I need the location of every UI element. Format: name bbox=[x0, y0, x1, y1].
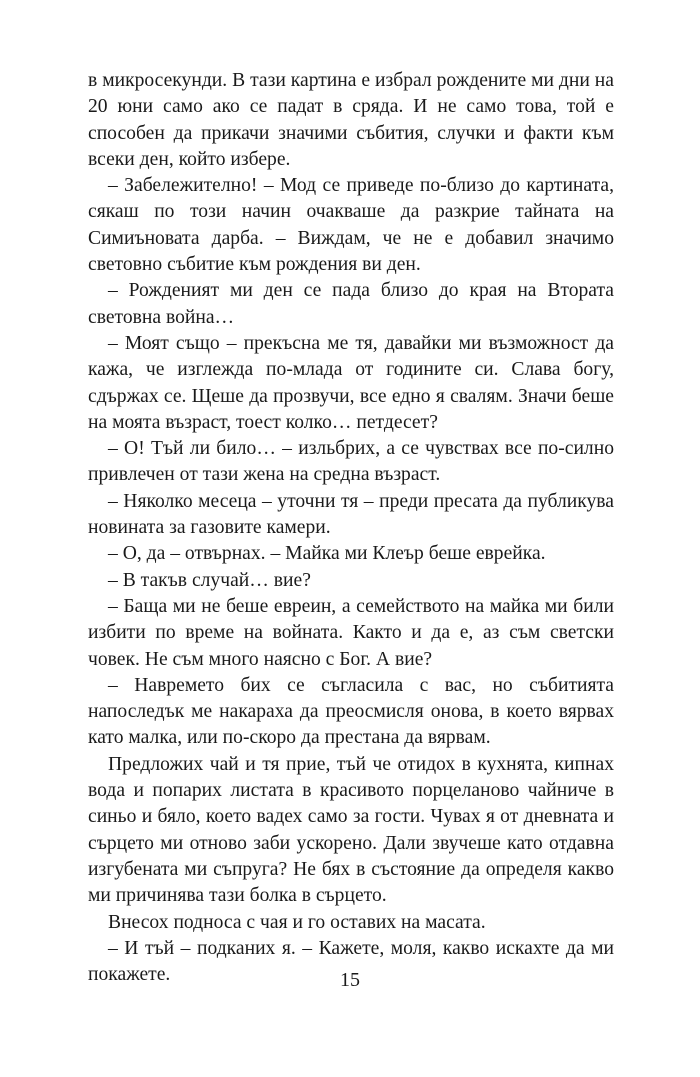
paragraph-dialogue: – И тъй – подканих я. – Кажете, моля, какво искахте да ми покажете. bbox=[88, 937, 614, 986]
page-body bbox=[88, 68, 614, 988]
paragraph-dialogue: – О! Тъй ли било… – изльбрих, а се чувствах все по-силно привлечен от тази жена на средна възраст. bbox=[88, 438, 614, 486]
page-number: 15 bbox=[340, 969, 360, 991]
paragraph-dialogue: – В такъв случай… вие? bbox=[108, 569, 311, 591]
paragraph-dialogue: – Баща ми не беше евреин, а семейството на майка ми били избити по време на войната. Както и да е, аз съм светски човек. Не съм много наясно с Бог. А вие? bbox=[88, 595, 614, 670]
paragraph-narrative: Внесох подноса с чая и го оставих на масата. bbox=[108, 911, 486, 933]
paragraph-dialogue: – Забележително! – Мод се приведе по-близо до картината, сякаш по този начин очакваше да разкрие тайната на Симиъновата дарба. – Виждам, че не е добавил значимо световно събитие към рождения ви ден. bbox=[88, 175, 614, 276]
paragraph-dialogue: – Рожденият ми ден се пада близо до края на Втората световна война… bbox=[88, 280, 614, 328]
paragraph-dialogue: – Няколко месеца – уточни тя – преди пресата да публикува новината за газовите камери. bbox=[88, 490, 614, 539]
paragraph-dialogue: – О, да – отвърнах. – Майка ми Клеър беше еврейка. bbox=[108, 543, 546, 565]
paragraph-dialogue: – Моят също – прекъсна ме тя, давайки ми възможност да кажа, че изглежда по-млада от годините си. Слава богу, сдържах се. Щеше да прозвучи, все едно я свалям. Значи беше на моята възраст, тоест колко… петдесет? bbox=[88, 332, 614, 433]
paragraph-narrative: Предложих чай и тя прие, тъй че отидох в кухнята, кипнах вода и попарих листата в красивото порцеланово чайниче в синьо и бяло, което вадех само за гости. Чувах я от дневната и сърцето ми отново заби ускорено. Дали звучеше като отдавна изгубената ми съпруга? Не бях в състояние да определя какво ми причинява тази болка в сърцето. bbox=[88, 753, 614, 907]
paragraph-continuation: в микросекунди. В тази картина е избрал рождените ми дни на 20 юни само ако се падат в сряда. И не само това, той е способен да прикачи значими събития, случки и факти към всеки ден, който избере. bbox=[88, 70, 614, 170]
paragraph-dialogue: – Навремето бих се съгласила с вас, но събитията напоследък ме накараха да преосмисля онова, в което вярвах като малка, или по-скоро да престана да вярвам. bbox=[88, 674, 614, 749]
